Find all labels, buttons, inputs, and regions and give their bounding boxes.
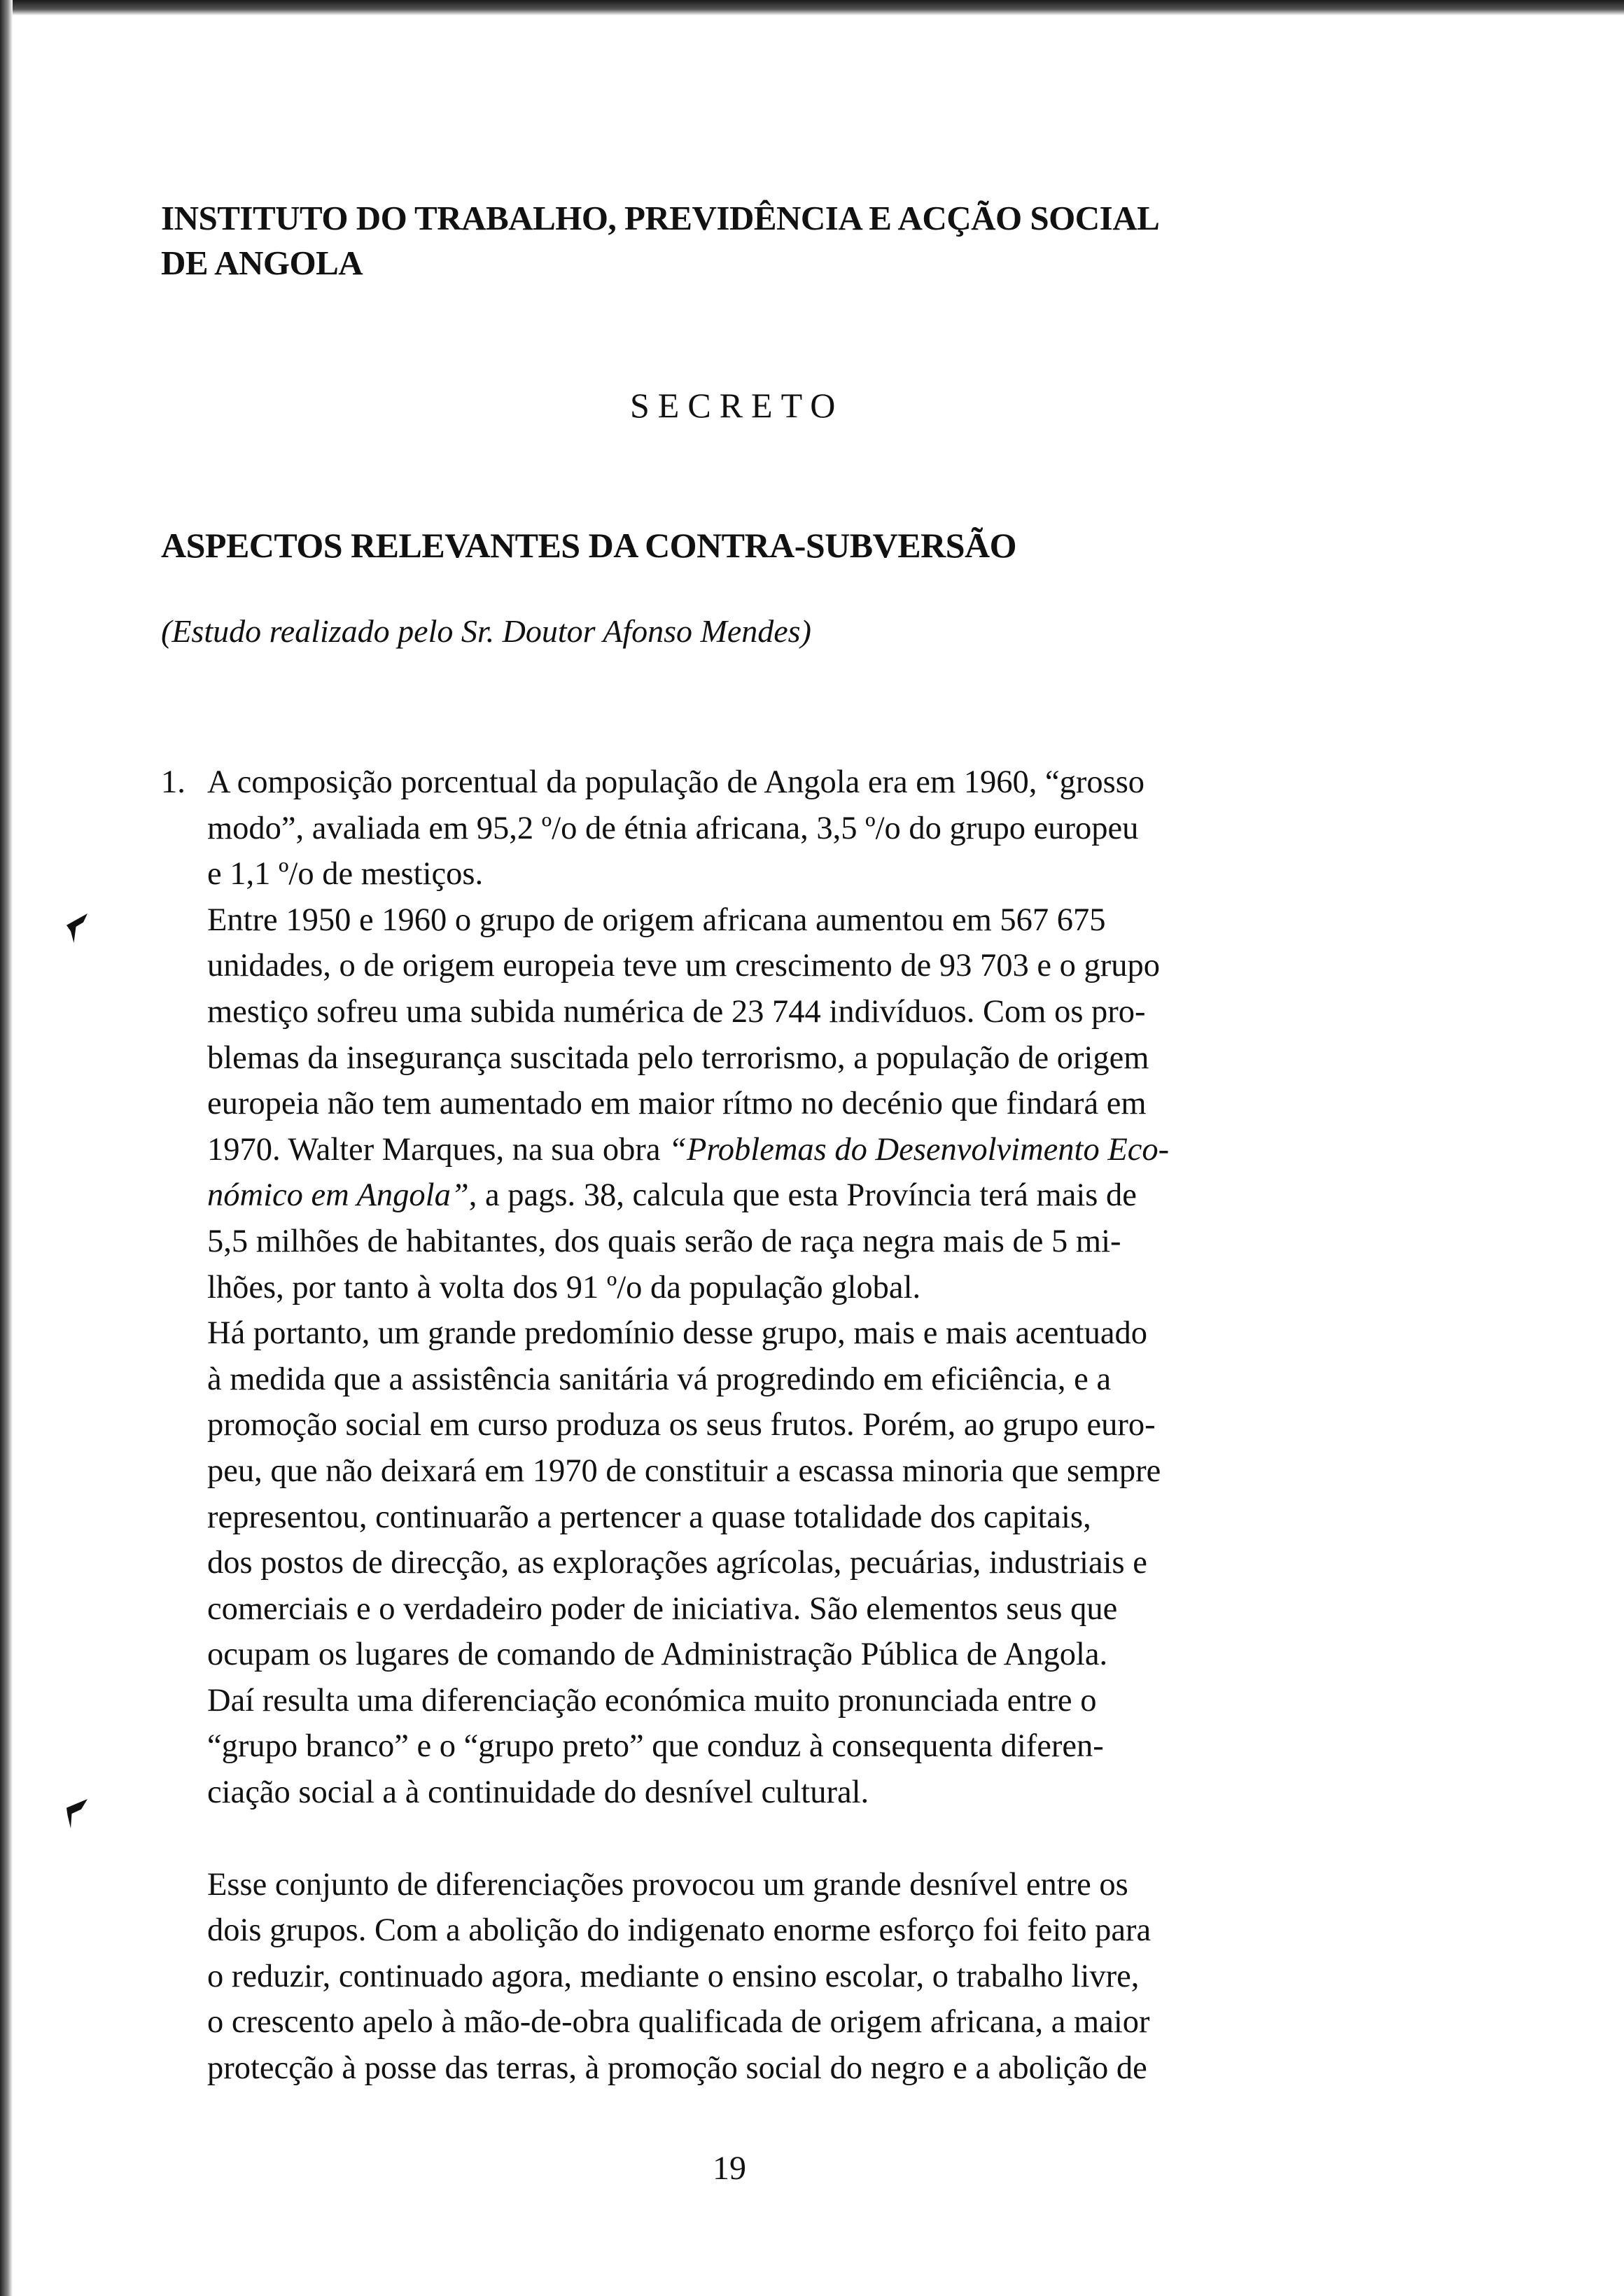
text-line: ciação social a à continuidade do desnível cultural.: [207, 1774, 869, 1811]
document-page: [161, 196, 1379, 2087]
text-line: unidades, o de origem europeia teve um crescimento de 93 703 e o grupo: [207, 948, 1160, 984]
text-line: à medida que a assistência sanitária vá progredindo em eficiência, e a: [207, 1361, 1112, 1397]
book-title: nómico em Angola”: [207, 1177, 469, 1214]
text-line: peu, que não deixará em 1970 de constituir a escassa minoria que sempre: [207, 1452, 1161, 1489]
text-segment: , a pags. 38, calcula que esta Província terá mais de: [468, 1177, 1137, 1214]
institute-heading-line2: DE ANGOLA: [161, 244, 363, 282]
paragraph-predominance: [161, 1310, 1379, 1816]
page-number: 19: [713, 2150, 746, 2187]
institute-heading-line1: INSTITUTO DO TRABALHO, PREVIDÊNCIA E ACÇÃO SOCIAL: [161, 199, 1160, 237]
text-line: modo”, avaliada em 95,2 º/o de étnia africana, 3,5 º/o do grupo europeu: [207, 810, 1139, 846]
text-line: blemas da insegurança suscitada pelo terrorismo, a população de origem: [207, 1040, 1149, 1076]
document-title: ASPECTOS RELEVANTES DA CONTRA-SUBVERSÃO: [161, 526, 1017, 565]
text-line: dois grupos. Com a abolição do indigenato enorme esforço foi feito para: [207, 1912, 1152, 1949]
text-line: dos postos de direcção, as explorações agrícolas, pecuárias, industriais e: [207, 1545, 1147, 1581]
paragraph-differentiation: [161, 1862, 1379, 2092]
text-line: ocupam os lugares de comando de Administração Pública de Angola.: [207, 1637, 1108, 1673]
text-line: europeia não tem aumentado em maior rítmo no decénio que findará em: [207, 1086, 1147, 1122]
text-line: Daí resulta uma diferenciação económica muito pronunciada entre o: [207, 1682, 1097, 1718]
numbered-section-1: [161, 760, 1379, 897]
margin-mark: [66, 1799, 88, 1828]
text-line: protecção à posse das terras, à promoção social do negro e a abolição de: [207, 2050, 1147, 2087]
text-line: o reduzir, continuado agora, mediante o ensino escolar, o trabalho livre,: [207, 1958, 1140, 1994]
text-line: [207, 1172, 1379, 1219]
scan-top-edge: [0, 0, 1624, 15]
classification-label: SECRETO: [630, 386, 844, 425]
text-line: promoção social em curso produza os seus frutos. Porém, ao grupo euro-: [207, 1407, 1156, 1443]
text-line: 5,5 milhões de habitantes, dos quais serão de raça negra mais de 5 mi-: [207, 1223, 1121, 1259]
text-line: comerciais e o verdadeiro poder de iniciativa. São elementos seus que: [207, 1590, 1118, 1627]
text-line: Esse conjunto de diferenciações provocou um grande desnível entre os: [207, 1866, 1128, 1903]
text-line: [207, 1127, 1379, 1173]
text-line: representou, continuarão a pertencer a quase totalidade dos capitais,: [207, 1499, 1091, 1535]
paragraph-population-growth: [161, 897, 1379, 1310]
scan-left-edge: [0, 0, 13, 2296]
text-line: Entre 1950 e 1960 o grupo de origem africana aumentou em 567 675: [207, 902, 1106, 938]
text-line: Há portanto, um grande predomínio desse grupo, mais e mais acentuado: [207, 1315, 1147, 1352]
text-line: e 1,1 º/o de mestiços.: [207, 856, 484, 892]
study-attribution: (Estudo realizado pelo Sr. Doutor Afonso Mendes): [161, 613, 811, 649]
text-line: A composição porcentual da população de Angola era em 1960, “grosso: [207, 764, 1145, 800]
text-line: o crescento apelo à mão-de-obra qualificada de origem africana, a maior: [207, 2004, 1150, 2040]
text-line: lhões, por tanto à volta dos 91 º/o da população global.: [207, 1269, 921, 1306]
section-number: 1.: [161, 764, 186, 800]
text-line: “grupo branco” e o “grupo preto” que conduz à consequenta diferen-: [207, 1728, 1104, 1765]
margin-mark: [66, 913, 88, 943]
document-body: [161, 760, 1379, 2092]
text-segment: 1970. Walter Marques, na sua obra: [207, 1131, 669, 1168]
book-title: “Problemas do Desenvolvimento Eco-: [668, 1131, 1170, 1168]
text-line: mestiço sofreu uma subida numérica de 23 744 indivíduos. Com os pro-: [207, 993, 1146, 1030]
paragraph-spacer: [161, 1816, 1379, 1862]
